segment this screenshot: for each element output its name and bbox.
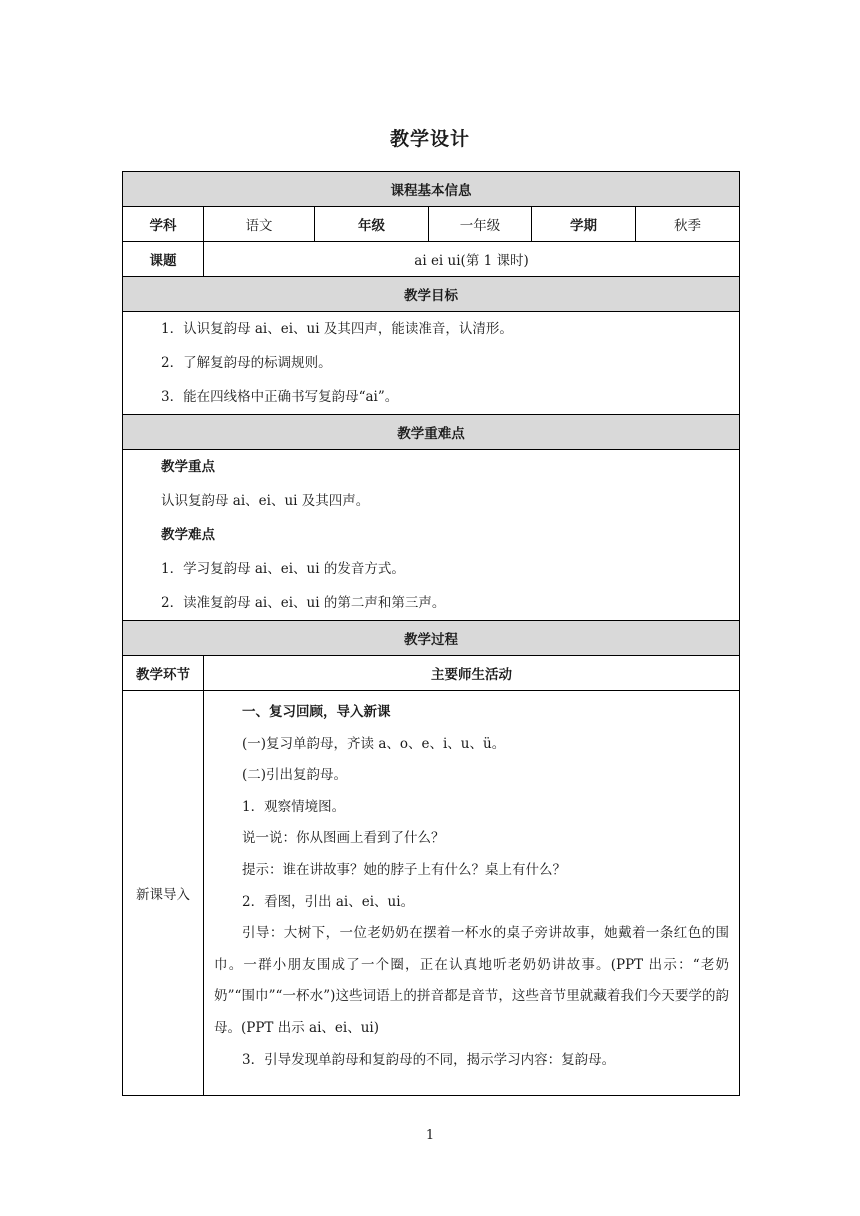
term-label: 学期 — [532, 207, 636, 242]
activity-line: 2．看图，引出 ai、ei、ui。 — [242, 893, 415, 910]
focus-text: 认识复韵母 ai、ei、ui 及其四声。 — [161, 493, 370, 509]
focus-title: 教学重点 — [161, 459, 215, 475]
objectives-cell — [123, 312, 740, 415]
basic-info-header: 课程基本信息 — [123, 172, 740, 207]
objective-item: 2．了解复韵母的标调规则。 — [161, 355, 332, 371]
difficulty-item: 1．学习复韵母 ai、ei、ui 的发音方式。 — [161, 561, 405, 577]
subject-value: 语文 — [204, 207, 315, 242]
activity-cell — [204, 691, 740, 1096]
page-number: 1 — [425, 1128, 435, 1143]
stage-column-header: 教学环节 — [123, 656, 204, 691]
objective-item: 3．能在四线格中正确书写复韵母“ai”。 — [161, 389, 399, 405]
difficulty-title: 教学难点 — [161, 527, 215, 543]
process-header: 教学过程 — [123, 621, 740, 656]
topic-value: ai ei ui(第 1 课时) — [204, 242, 740, 277]
activity-line: (一)复习单韵母，齐读 a、o、e、i、u、ü。 — [242, 735, 506, 752]
difficulty-item: 2．读准复韵母 ai、ei、ui 的第二声和第三声。 — [161, 595, 446, 611]
activity-line: 3．引导发现单韵母和复韵母的不同，揭示学习内容：复韵母。 — [242, 1051, 616, 1068]
key-points-header: 教学重难点 — [123, 415, 740, 450]
activity-line: (二)引出复韵母。 — [242, 767, 348, 784]
activity-line: 1．观察情境图。 — [242, 798, 346, 815]
grade-value: 一年级 — [429, 207, 532, 242]
topic-label: 课题 — [123, 242, 204, 277]
objectives-header: 教学目标 — [123, 277, 740, 312]
activity-line: 提示：谁在讲故事？她的脖子上有什么？桌上有什么？ — [242, 861, 566, 878]
stage-label: 新课导入 — [123, 691, 204, 1096]
key-points-cell — [123, 450, 740, 621]
term-value: 秋季 — [636, 207, 740, 242]
subject-label: 学科 — [123, 207, 204, 242]
activity-column-header: 主要师生活动 — [204, 656, 740, 691]
guide-paragraph: 引导：大树下，一位老奶奶在摆着一杯水的桌子旁讲故事，她戴着一条红色的围巾。一群小朋友围成了一个圈，正在认真地听老奶奶讲故事。(PPT 出示：“老奶奶”“围巾”“一杯水”)这些词语上的拼音都是音节，这些音节里就藏着我们今天要学的韵母。(PPT 出示 ai、ei、ui) — [214, 925, 730, 1036]
lesson-plan-table — [122, 171, 740, 1096]
objective-item: 1．认识复韵母 ai、ei、ui 及其四声，能读准音，认清形。 — [161, 321, 513, 337]
activity-line: 说一说：你从图画上看到了什么？ — [242, 830, 445, 847]
page-title: 教学设计 — [389, 128, 470, 150]
grade-label: 年级 — [315, 207, 429, 242]
section-title: 一、复习回顾，导入新课 — [242, 704, 391, 720]
